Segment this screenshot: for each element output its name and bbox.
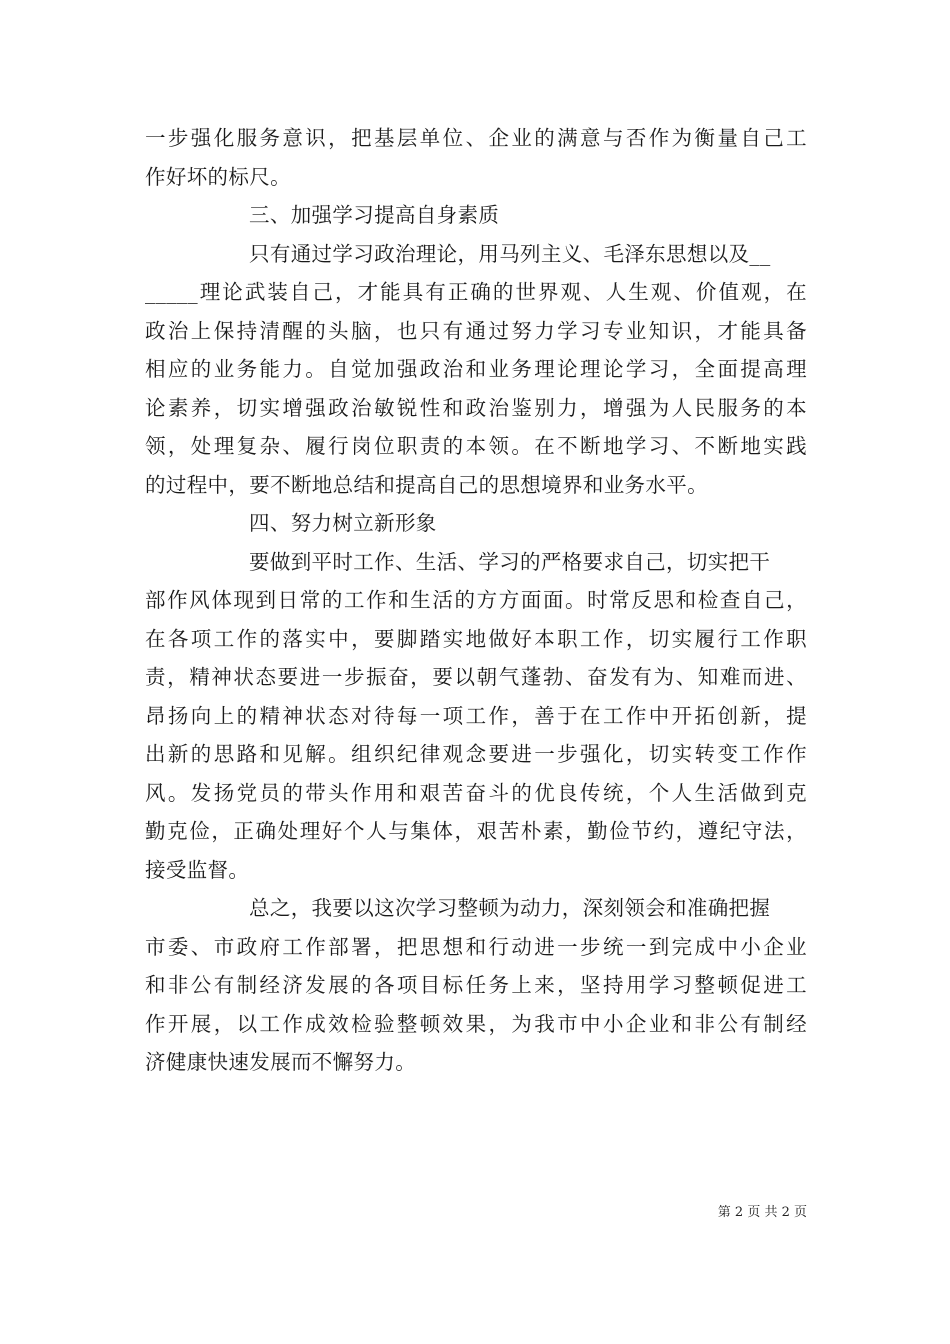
document-body: [145, 119, 807, 1082]
text-line: 接受监督。: [145, 857, 250, 882]
section-heading: 三、加强学习提高自身素质: [249, 203, 500, 227]
section-heading: 四、努力树立新形象: [249, 511, 437, 535]
text-line: 政治上保持清醒的头脑，也只有通过努力学习专业知识，才能具备: [145, 318, 807, 343]
text-line: 出新的思路和见解。组织纪律观念要进一步强化，切实转变工作作: [145, 742, 807, 766]
text-line: 的过程中，要不断地总结和提高自己的思想境界和业务水平。: [145, 472, 708, 497]
page-number: 第 2 页 共 2 页: [717, 1205, 807, 1220]
text-line: 责，精神状态要进一步振奋，要以朝气蓬勃、奋发有为、知难而进、: [145, 665, 807, 689]
text-line: 总之，我要以这次学习整顿为动力，深刻领会和准确把握: [249, 896, 771, 920]
text-line: 部作风体现到日常的工作和生活的方方面面。时常反思和检查自己，: [145, 588, 807, 612]
text-line: 作开展，以工作成效检验整顿效果，为我市中小企业和非公有制经: [145, 1011, 807, 1036]
text-line: 论素养，切实增强政治敏锐性和政治鉴别力，增强为人民服务的本: [145, 395, 807, 420]
text-line: 要做到平时工作、生活、学习的严格要求自己，切实把干: [249, 549, 771, 574]
text-line: 一步强化服务意识，把基层单位、企业的满意与否作为衡量自己工: [145, 126, 807, 150]
text-line: 作好坏的标尺。: [145, 164, 291, 189]
text-line: 在各项工作的落实中，要脚踏实地做好本职工作，切实履行工作职: [145, 626, 807, 651]
text-line: 和非公有制经济发展的各项目标任务上来，坚持用学习整顿促进工: [145, 973, 807, 997]
text-line: 风。发扬党员的带头作用和艰苦奋斗的优良传统，个人生活做到克: [145, 780, 807, 805]
text-line: 勤克俭，正确处理好个人与集体，艰苦朴素，勤俭节约，遵纪守法，: [145, 819, 807, 843]
text-line: 昂扬向上的精神状态对待每一项工作，善于在工作中开拓创新，提: [145, 703, 807, 728]
text-line: 市委、市政府工作部署，把思想和行动进一步统一到完成中小企业: [145, 934, 807, 959]
text-line: 领，处理复杂、履行岗位职责的本领。在不断地学习、不断地实践: [145, 434, 807, 458]
text-line: 相应的业务能力。自觉加强政治和业务理论理论学习，全面提高理: [145, 357, 807, 381]
text-line: _____理论武装自己，才能具有正确的世界观、人生观、价值观，在: [145, 280, 807, 304]
text-line: 济健康快速发展而不懈努力。: [145, 1050, 417, 1074]
text-line: 只有通过学习政治理论，用马列主义、毛泽东思想以及__: [249, 241, 771, 266]
